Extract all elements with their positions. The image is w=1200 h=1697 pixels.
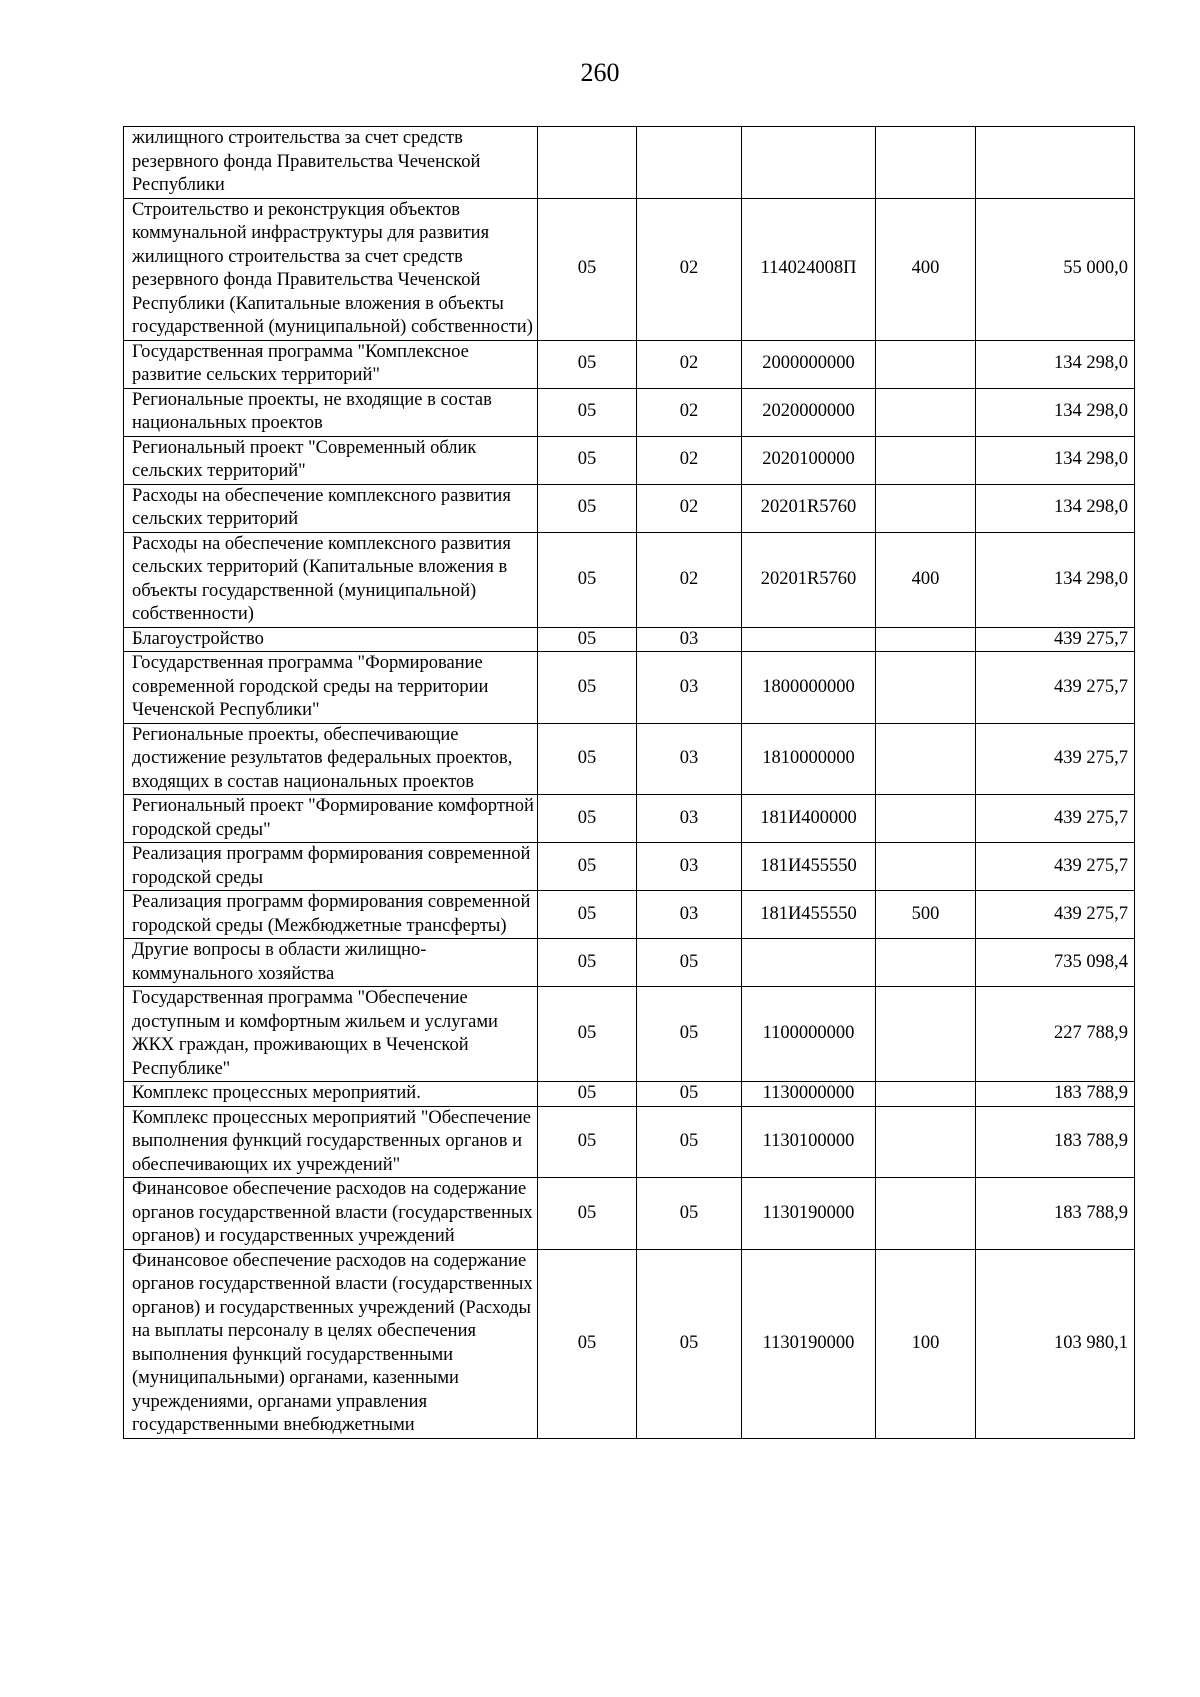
section-code-cell: 05 xyxy=(538,843,637,891)
expense-name-cell: Комплекс процессных мероприятий "Обеспечение выполнения функций государственных органов и обеспечивающих их учреждений" xyxy=(124,1106,538,1178)
subsection-code-cell: 03 xyxy=(637,795,742,843)
table-row xyxy=(124,388,1135,436)
subsection-code-cell: 03 xyxy=(637,843,742,891)
section-code-cell: 05 xyxy=(538,198,637,340)
section-code-cell: 05 xyxy=(538,484,637,532)
expense-name-cell: Региональный проект "Формирование комфортной городской среды" xyxy=(124,795,538,843)
section-code-cell: 05 xyxy=(538,340,637,388)
subsection-code-cell: 02 xyxy=(637,532,742,627)
subsection-code-cell: 02 xyxy=(637,484,742,532)
subsection-code-cell: 05 xyxy=(637,1249,742,1438)
amount-cell: 439 275,7 xyxy=(976,627,1135,652)
expense-name-cell: Региональные проекты, обеспечивающие достижение результатов федеральных проектов, входящих в состав национальных проектов xyxy=(124,723,538,795)
table-row xyxy=(124,198,1135,340)
subsection-code-cell xyxy=(637,127,742,199)
amount-cell: 134 298,0 xyxy=(976,532,1135,627)
section-code-cell: 05 xyxy=(538,723,637,795)
amount-cell xyxy=(976,127,1135,199)
expense-name-cell: Расходы на обеспечение комплексного развития сельских территорий xyxy=(124,484,538,532)
section-code-cell: 05 xyxy=(538,436,637,484)
target-article-cell: 20201R5760 xyxy=(742,532,876,627)
expense-type-cell xyxy=(876,388,976,436)
expense-type-cell: 100 xyxy=(876,1249,976,1438)
table-row xyxy=(124,891,1135,939)
expense-type-cell xyxy=(876,939,976,987)
subsection-code-cell: 02 xyxy=(637,198,742,340)
expense-type-cell xyxy=(876,484,976,532)
expense-type-cell: 400 xyxy=(876,532,976,627)
expense-type-cell xyxy=(876,1106,976,1178)
table-row xyxy=(124,1082,1135,1107)
table-row xyxy=(124,939,1135,987)
expense-type-cell xyxy=(876,1082,976,1107)
section-code-cell: 05 xyxy=(538,532,637,627)
target-article-cell: 1130000000 xyxy=(742,1082,876,1107)
expense-type-cell xyxy=(876,340,976,388)
subsection-code-cell: 03 xyxy=(637,723,742,795)
table-row xyxy=(124,436,1135,484)
amount-cell: 439 275,7 xyxy=(976,891,1135,939)
section-code-cell xyxy=(538,127,637,199)
section-code-cell: 05 xyxy=(538,1249,637,1438)
amount-cell: 55 000,0 xyxy=(976,198,1135,340)
target-article-cell: 181И400000 xyxy=(742,795,876,843)
expense-name-cell: Расходы на обеспечение комплексного развития сельских территорий (Капитальные вложения в объекты государственной (муниципальной) собственности) xyxy=(124,532,538,627)
table-row xyxy=(124,340,1135,388)
subsection-code-cell: 03 xyxy=(637,891,742,939)
expense-name-cell: Строительство и реконструкция объектов коммунальной инфраструктуры для развития жилищного строительства за счет средств резервного фонда Правительства Чеченской Республики (Капитальные вложения в объекты государственной (муниципальной) собственности) xyxy=(124,198,538,340)
table-row xyxy=(124,987,1135,1082)
expense-name-cell: Реализация программ формирования современной городской среды (Межбюджетные трансферты) xyxy=(124,891,538,939)
expense-type-cell xyxy=(876,652,976,724)
amount-cell: 183 788,9 xyxy=(976,1178,1135,1250)
expense-name-cell: Государственная программа "Формирование современной городской среды на территории Чеченской Республики" xyxy=(124,652,538,724)
target-article-cell: 20201R5760 xyxy=(742,484,876,532)
subsection-code-cell: 05 xyxy=(637,1082,742,1107)
table-row xyxy=(124,723,1135,795)
target-article-cell xyxy=(742,627,876,652)
expense-type-cell: 400 xyxy=(876,198,976,340)
expense-name-cell: Другие вопросы в области жилищно-коммунального хозяйства xyxy=(124,939,538,987)
subsection-code-cell: 05 xyxy=(637,1178,742,1250)
expense-type-cell xyxy=(876,843,976,891)
target-article-cell xyxy=(742,939,876,987)
expense-name-cell: Государственная программа "Обеспечение доступным и комфортным жильем и услугами ЖКХ граждан, проживающих в Чеченской Республике" xyxy=(124,987,538,1082)
amount-cell: 735 098,4 xyxy=(976,939,1135,987)
budget-table-body xyxy=(124,127,1135,1439)
expense-name-cell: Комплекс процессных мероприятий. xyxy=(124,1082,538,1107)
expense-type-cell: 500 xyxy=(876,891,976,939)
target-article-cell: 1810000000 xyxy=(742,723,876,795)
target-article-cell xyxy=(742,127,876,199)
section-code-cell: 05 xyxy=(538,891,637,939)
subsection-code-cell: 02 xyxy=(637,436,742,484)
target-article-cell: 181И455550 xyxy=(742,843,876,891)
amount-cell: 439 275,7 xyxy=(976,652,1135,724)
table-row xyxy=(124,843,1135,891)
table-row xyxy=(124,1178,1135,1250)
target-article-cell: 2000000000 xyxy=(742,340,876,388)
target-article-cell: 1130100000 xyxy=(742,1106,876,1178)
target-article-cell: 1800000000 xyxy=(742,652,876,724)
table-row xyxy=(124,127,1135,199)
amount-cell: 134 298,0 xyxy=(976,388,1135,436)
expense-name-cell: Благоустройство xyxy=(124,627,538,652)
amount-cell: 439 275,7 xyxy=(976,843,1135,891)
section-code-cell: 05 xyxy=(538,1178,637,1250)
amount-cell: 183 788,9 xyxy=(976,1082,1135,1107)
table-row xyxy=(124,484,1135,532)
table-row xyxy=(124,1106,1135,1178)
section-code-cell: 05 xyxy=(538,939,637,987)
expense-type-cell xyxy=(876,1178,976,1250)
section-code-cell: 05 xyxy=(538,1106,637,1178)
target-article-cell: 2020000000 xyxy=(742,388,876,436)
table-row xyxy=(124,532,1135,627)
target-article-cell: 181И455550 xyxy=(742,891,876,939)
expense-name-cell: Региональные проекты, не входящие в состав национальных проектов xyxy=(124,388,538,436)
expense-type-cell xyxy=(876,127,976,199)
table-row xyxy=(124,1249,1135,1438)
subsection-code-cell: 03 xyxy=(637,627,742,652)
page-number: 260 xyxy=(580,58,620,87)
expense-name-cell: Финансовое обеспечение расходов на содержание органов государственной власти (государственных органов) и государственных учреждений xyxy=(124,1178,538,1250)
amount-cell: 134 298,0 xyxy=(976,340,1135,388)
amount-cell: 227 788,9 xyxy=(976,987,1135,1082)
expense-name-cell: Региональный проект "Современный облик сельских территорий" xyxy=(124,436,538,484)
amount-cell: 134 298,0 xyxy=(976,436,1135,484)
subsection-code-cell: 05 xyxy=(637,939,742,987)
section-code-cell: 05 xyxy=(538,987,637,1082)
amount-cell: 439 275,7 xyxy=(976,723,1135,795)
target-article-cell: 1130190000 xyxy=(742,1249,876,1438)
subsection-code-cell: 02 xyxy=(637,388,742,436)
subsection-code-cell: 02 xyxy=(637,340,742,388)
target-article-cell: 114024008П xyxy=(742,198,876,340)
subsection-code-cell: 05 xyxy=(637,1106,742,1178)
expense-name-cell: Реализация программ формирования современной городской среды xyxy=(124,843,538,891)
section-code-cell: 05 xyxy=(538,795,637,843)
table-row xyxy=(124,795,1135,843)
amount-cell: 103 980,1 xyxy=(976,1249,1135,1438)
budget-table xyxy=(123,126,1135,1439)
expense-type-cell xyxy=(876,436,976,484)
section-code-cell: 05 xyxy=(538,388,637,436)
table-row xyxy=(124,652,1135,724)
expense-name-cell: Государственная программа "Комплексное развитие сельских территорий" xyxy=(124,340,538,388)
amount-cell: 439 275,7 xyxy=(976,795,1135,843)
table-row xyxy=(124,627,1135,652)
expense-type-cell xyxy=(876,627,976,652)
subsection-code-cell: 03 xyxy=(637,652,742,724)
section-code-cell: 05 xyxy=(538,627,637,652)
subsection-code-cell: 05 xyxy=(637,987,742,1082)
section-code-cell: 05 xyxy=(538,1082,637,1107)
expense-name-cell: жилищного строительства за счет средств резервного фонда Правительства Чеченской Республики xyxy=(124,127,538,199)
amount-cell: 183 788,9 xyxy=(976,1106,1135,1178)
expense-name-cell: Финансовое обеспечение расходов на содержание органов государственной власти (государственных органов) и государственных учреждений (Расходы на выплаты персоналу в целях обеспечения выполнения функций государственными (муниципальными) органами, казенными учреждениями, органами управления государственными внебюджетными xyxy=(124,1249,538,1438)
expense-type-cell xyxy=(876,723,976,795)
target-article-cell: 1130190000 xyxy=(742,1178,876,1250)
expense-type-cell xyxy=(876,987,976,1082)
expense-type-cell xyxy=(876,795,976,843)
target-article-cell: 2020100000 xyxy=(742,436,876,484)
section-code-cell: 05 xyxy=(538,652,637,724)
target-article-cell: 1100000000 xyxy=(742,987,876,1082)
amount-cell: 134 298,0 xyxy=(976,484,1135,532)
